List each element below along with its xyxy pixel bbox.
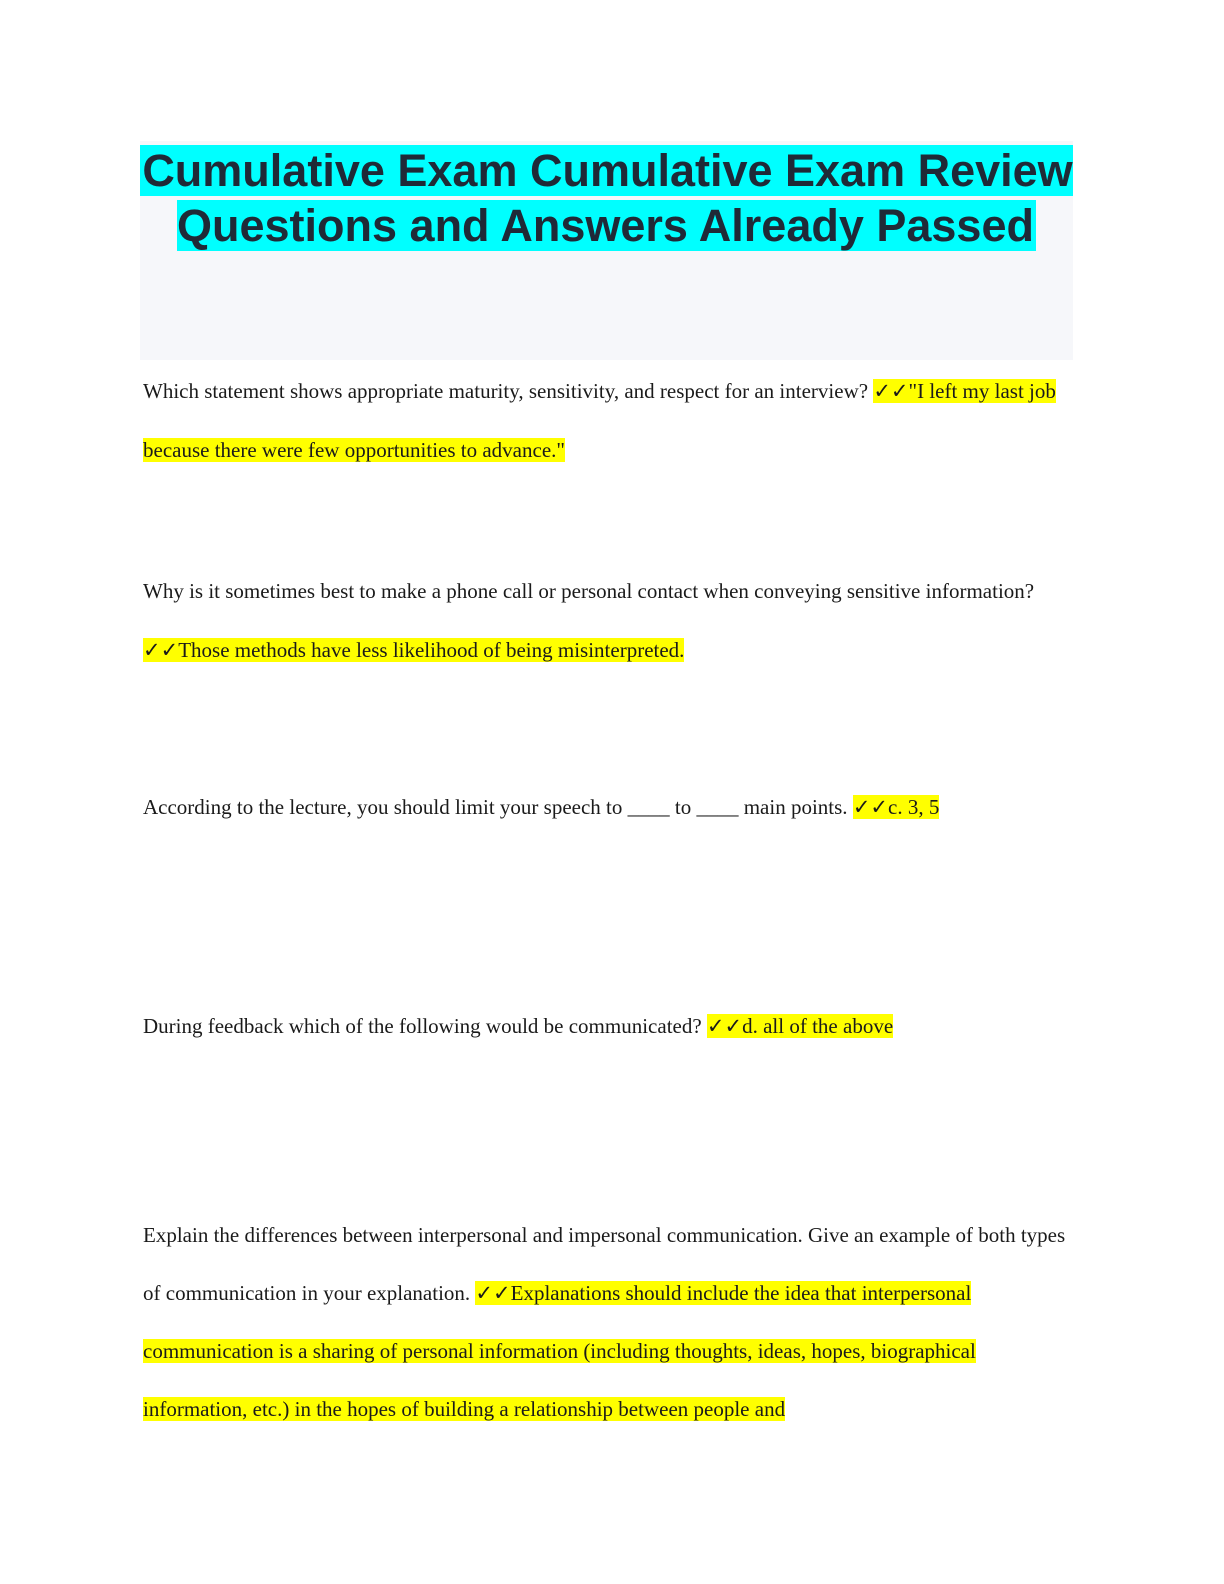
answer-text: ✓✓"I left my last job because there were few opportunities to advance." (143, 379, 1056, 462)
answer-text: ✓✓d. all of the above (706, 1014, 894, 1038)
answer-text: ✓✓Those methods have less likelihood of being misinterpreted. (143, 638, 685, 662)
question-text: During feedback which of the following would be communicated? (143, 1014, 707, 1038)
qa-item-2 (143, 562, 1073, 680)
title-block (140, 141, 1073, 360)
qa-item-1 (143, 362, 1073, 480)
title-highlight: Cumulative Exam Cumulative Exam Review Questions and Answers Already Passed (142, 145, 1073, 251)
question-text: Explain the differences between interpersonal and impersonal communication. Give an example of both types of communication in your explanation. (143, 1223, 1066, 1305)
question-text: According to the lecture, you should limit your speech to ____ to ____ main points. (143, 795, 853, 819)
answer-text: ✓✓Explanations should include the idea that interpersonal communication is a sharing of personal information (including thoughts, ideas, hopes, biographical information, etc.) in the hopes of building a relationship between people and (143, 1281, 976, 1421)
qa-item-3 (143, 770, 1073, 845)
qa-item-5 (143, 1206, 1073, 1438)
document-title (140, 141, 1073, 253)
question-text: Why is it sometimes best to make a phone call or personal contact when conveying sensitive information? (143, 579, 1035, 603)
qa-item-4 (143, 989, 1073, 1064)
answer-text: ✓✓c. 3, 5 (852, 795, 940, 819)
question-text: Which statement shows appropriate maturity, sensitivity, and respect for an interview? (143, 379, 874, 403)
